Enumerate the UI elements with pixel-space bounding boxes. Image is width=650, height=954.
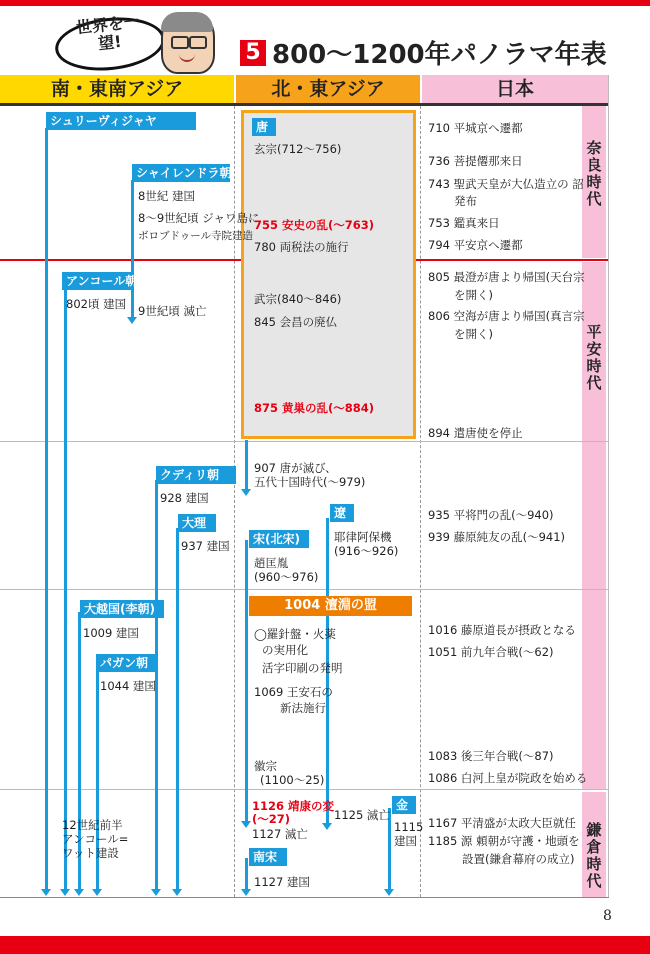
tag-jin: 金	[392, 796, 416, 814]
song-end: 1127 滅亡	[252, 827, 308, 841]
tag-daiviet: 大越国(李朝)	[80, 600, 164, 618]
japan-event: 1185 源 頼朝が守護・地頭を	[428, 834, 580, 848]
southern-song-founded: 1127 建国	[254, 875, 310, 889]
jingkang-1: 1126 靖康の変	[252, 799, 335, 813]
song-founder: 趙匡胤	[254, 556, 289, 570]
page-title: 800〜1200年パノラマ年表	[272, 40, 607, 70]
tag-srivijaya: シュリーヴィジャヤ	[46, 112, 196, 130]
tang-dynasty-box	[241, 110, 416, 439]
srivijaya-arrow	[45, 128, 48, 890]
angkorwat-1: 12世紀前半	[62, 818, 123, 832]
tang-xuanzong: 玄宗(712〜756)	[254, 142, 342, 156]
tag-tang: 唐	[252, 118, 276, 136]
angkorwat-3: ワット建設	[62, 846, 119, 860]
tag-song: 宋(北宋)	[249, 530, 309, 548]
sailendra-founded: 8世紀 建国	[138, 189, 195, 203]
tag-sailendra: シャイレンドラ朝	[132, 164, 230, 182]
japan-event: 894 遣唐使を停止	[428, 426, 523, 440]
pagan-founded: 1044 建国	[100, 679, 156, 693]
tang-wuzong: 武宗(840〜846)	[254, 292, 342, 306]
header-badge	[55, 12, 213, 70]
japan-event: 753 鑑真来日	[428, 216, 500, 230]
kediri-founded: 928 建国	[160, 491, 209, 505]
wang-anshi-2: 新法施行	[280, 701, 326, 715]
japan-event: 939 藤原純友の乱(〜941)	[428, 530, 566, 544]
tang-anshi: 755 安史の乱(〜763)	[254, 218, 375, 232]
chanyuan-treaty: 1004 澶淵の盟	[249, 596, 412, 616]
author-face-icon	[161, 12, 215, 74]
divider-north-japan	[420, 106, 421, 897]
japan-event: 710 平城京へ遷都	[428, 121, 523, 135]
huizong-2: (1100〜25)	[260, 773, 325, 787]
five-dynasties-1: 907 唐が滅び、	[254, 461, 337, 475]
column-header-south: 南・東南アジア	[0, 75, 234, 103]
bottom-border	[0, 897, 609, 898]
daiviet-founded: 1009 建国	[83, 626, 139, 640]
japan-event: 1083 後三年合戦(〜87)	[428, 749, 554, 763]
page-number: 8	[603, 908, 612, 924]
japan-event: 743 聖武天皇が大仏造立の 詔	[428, 177, 584, 191]
bottom-red-bar	[0, 936, 650, 954]
tang-tax: 780 両税法の施行	[254, 240, 349, 254]
tang-huichang: 845 会昌の廃仏	[254, 315, 338, 329]
column-header-north: 北・東アジア	[236, 75, 420, 103]
inventions-1: ◯羅針盤・火薬	[254, 627, 336, 641]
japan-event: 1016 藤原道長が摂政となる	[428, 623, 576, 637]
tag-southern-song: 南宋	[249, 848, 287, 866]
japan-event: 1167 平清盛が太政大臣就任	[428, 816, 576, 830]
angkorwat-2: アンコール=	[62, 832, 129, 846]
angkor-arrow	[64, 288, 67, 890]
japan-event: 794 平安京へ遷都	[428, 238, 523, 252]
tang-end-arrow	[245, 440, 248, 490]
era-nara-label: 奈良時代	[586, 139, 602, 208]
header-rule	[0, 103, 608, 106]
column-header-japan: 日本	[422, 75, 608, 103]
song-years: (960〜976)	[254, 570, 319, 584]
tag-dali: 大理	[178, 514, 216, 532]
japan-event: 1051 前九年合戦(〜62)	[428, 645, 554, 659]
wang-anshi-1: 1069 王安石の	[254, 685, 333, 699]
japan-event: 設置(鎌倉幕府の成立)	[462, 852, 575, 866]
year-1000-line	[0, 589, 608, 590]
era-heian-label: 平安時代	[586, 323, 602, 392]
right-border	[608, 75, 609, 897]
inventions-3: 活字印刷の発明	[262, 661, 343, 675]
sailendra-java: 8〜9世紀頃 ジャワ島に	[138, 211, 260, 225]
japan-event: 935 平将門の乱(〜940)	[428, 508, 554, 522]
era-kamakura-label: 鎌倉時代	[586, 821, 602, 890]
inventions-2: の実用化	[262, 643, 308, 657]
song-arrow	[245, 540, 248, 822]
tag-kediri: クディリ朝	[156, 466, 236, 484]
jin-founded: 建国	[394, 834, 417, 848]
japan-event: 805 最澄が唐より帰国(天台宗	[428, 270, 585, 284]
liao-founder: 耶律阿保機	[334, 530, 392, 544]
japan-event: 806 空海が唐より帰国(真言宗	[428, 309, 585, 323]
angkor-founded: 802頃 建国	[66, 297, 127, 311]
sailendra-arrow	[131, 180, 134, 318]
dali-founded: 937 建国	[181, 539, 230, 553]
top-red-bar	[0, 0, 650, 6]
sailendra-borobudur: ボロブドゥール寺院建造	[138, 230, 254, 242]
jingkang-2: (〜27)	[252, 812, 291, 826]
huizong-1: 徽宗	[254, 759, 277, 773]
japan-event: を開く)	[454, 327, 493, 341]
jin-year: 1115	[394, 820, 424, 834]
southsong-arrow	[245, 858, 248, 890]
dali-arrow	[176, 528, 179, 890]
liao-end: 1125 滅亡	[334, 808, 390, 822]
japan-event: 発布	[454, 194, 477, 208]
tag-liao: 遼	[330, 504, 354, 522]
japan-event: 736 菩提僊那来日	[428, 154, 523, 168]
tag-angkor: アンコール朝	[62, 272, 134, 290]
sailendra-end: 9世紀頃 滅亡	[138, 304, 207, 318]
tang-huangchao: 875 黄巣の乱(〜884)	[254, 401, 375, 415]
badge-text: 世界を一望!	[75, 11, 141, 54]
tag-pagan: パガン朝	[96, 654, 158, 672]
section-number: 5	[240, 40, 266, 66]
year-1100-line	[0, 789, 608, 790]
five-dynasties-2: 五代十国時代(〜979)	[254, 475, 366, 489]
year-900-line	[0, 441, 608, 442]
japan-event: 1086 白河上皇が院政を始める	[428, 771, 588, 785]
liao-years: (916〜926)	[334, 544, 399, 558]
japan-event: を開く)	[454, 288, 493, 302]
